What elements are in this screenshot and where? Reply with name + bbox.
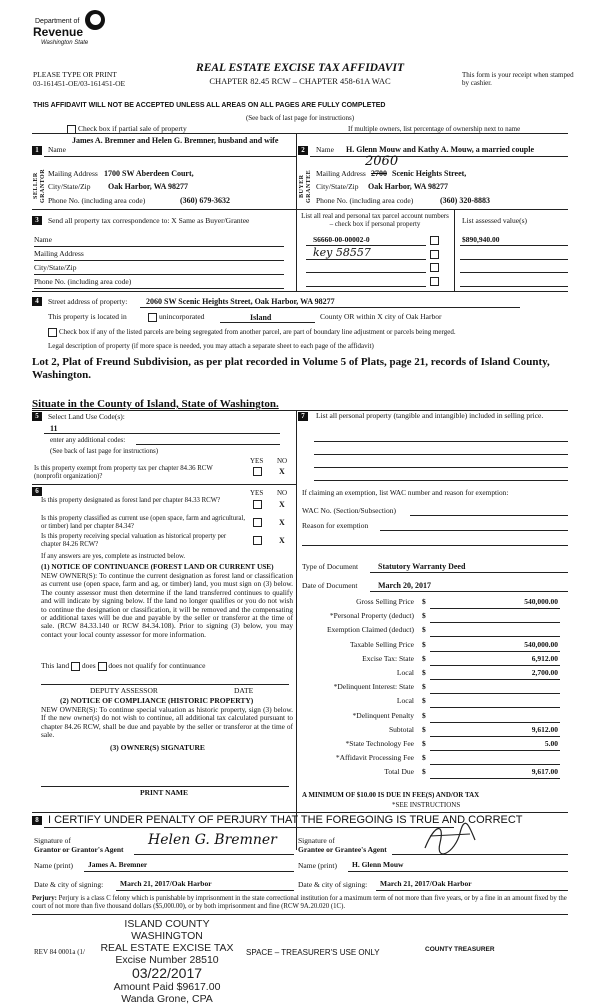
stamp-amount: Amount Paid $9617.00	[113, 981, 221, 993]
fee-label: *Affidavit Processing Fee	[335, 753, 414, 763]
perjury-label: Perjury:	[32, 895, 57, 902]
unincorporated-row	[148, 312, 204, 322]
buyer-tag: BUYER GRANTEE	[299, 169, 312, 203]
fee-label: Gross Selling Price	[356, 597, 414, 606]
s3-mailing-label: Mailing Address	[34, 249, 84, 258]
s3-city-label: City/State/Zip	[34, 263, 77, 272]
fee-value[interactable]: 9,612.00	[531, 724, 558, 734]
if-yes-note: If any answers are yes, complete as instructed below.	[41, 553, 186, 560]
reason-label: Reason for exemption	[302, 521, 369, 530]
buyer-city-value[interactable]: Oak Harbor, WA 98277	[368, 182, 449, 191]
grantee-sig-label: Signature of	[298, 836, 335, 845]
personal-property-label: List all personal property (tangible and intangible) included in selling price.	[316, 411, 544, 420]
fee-underline	[430, 707, 560, 708]
parcel-checkbox-3[interactable]	[430, 263, 439, 272]
buyer-mailing-struck: 2700	[371, 169, 387, 178]
seller-tag: SELLER GRANTOR	[33, 168, 46, 204]
treasurer-stamp	[92, 918, 242, 1005]
additional-codes-label: enter any additional codes:	[50, 436, 126, 444]
grantor-agent-label: Grantor or Grantor's Agent	[34, 845, 124, 854]
notice-2-title: (2) NOTICE OF COMPLIANCE (HISTORIC PROPERTY)	[60, 696, 254, 705]
fee-label: *Delinquent Penalty	[352, 710, 414, 720]
parcel-checkbox-1[interactable]	[430, 236, 439, 245]
assessed-value[interactable]: $890,940.00	[462, 235, 500, 244]
grantee-agent-label: Grantee or Grantee's Agent	[298, 845, 387, 854]
grantee-name-print-label: Name (print)	[298, 861, 337, 870]
fee-label: Subtotal	[388, 724, 414, 734]
fee-underline	[430, 622, 560, 623]
segregated-row	[48, 327, 456, 337]
warning-text: THIS AFFIDAVIT WILL NOT BE ACCEPTED UNLESS ALL AREAS ON ALL PAGES ARE FULLY COMPLETED	[33, 102, 386, 109]
s3-phone-label: Phone No. (including area code)	[34, 277, 132, 286]
section-2-number: 2	[298, 146, 308, 155]
see-instructions: *SEE INSTRUCTIONS	[392, 801, 461, 809]
s5-see-back: (See back of last page for instructions)	[50, 447, 159, 455]
county-value[interactable]: Island	[250, 313, 272, 322]
certify-statement: I CERTIFY UNDER PENALTY OF PERJURY THAT THE FOREGOING IS TRUE AND CORRECT	[48, 814, 523, 826]
seller-phone-value[interactable]: (360) 679-3632	[180, 196, 230, 205]
fee-currency: $	[422, 753, 426, 763]
fee-underline	[430, 736, 560, 737]
stamp-tax: REAL ESTATE EXCISE TAX	[100, 942, 234, 954]
current-use-yes-checkbox[interactable]	[253, 518, 262, 527]
fee-label: Exemption Claimed (deduct)	[326, 625, 414, 635]
fee-currency: $	[422, 625, 426, 635]
grantor-date-city-label: Date & city of signing:	[34, 880, 104, 889]
unincorporated-label: unincorporated	[159, 312, 205, 321]
fee-value[interactable]: 9,617.00	[531, 767, 558, 777]
fee-underline	[430, 651, 560, 652]
form-code: 03-161451-OE/03-161451-OE	[33, 79, 126, 88]
seller-city-label: City/State/Zip	[48, 182, 91, 191]
historic-yes-checkbox[interactable]	[253, 536, 262, 545]
buyer-phone-label: Phone No. (including area code)	[316, 196, 414, 205]
forest-yes-checkbox[interactable]	[253, 500, 262, 509]
seller-phone-label: Phone No. (including area code)	[48, 196, 146, 205]
partial-sale-label: Check box if partial sale of property	[78, 124, 187, 133]
fee-label: *Delinquent Interest: State	[333, 682, 414, 692]
please-type: PLEASE TYPE OR PRINT	[33, 70, 117, 79]
legal-desc-label: Legal description of property (if more space is needed, you may attach a separate sheet to each page of the affidavit)	[48, 342, 374, 350]
multiple-owners-note: If multiple owners, list percentage of ownership next to name	[348, 125, 521, 133]
street-label: Street address of property:	[48, 297, 128, 306]
fee-label: *State Technology Fee	[345, 739, 414, 748]
fee-underline	[430, 778, 560, 779]
section-1-number: 1	[32, 146, 42, 155]
fee-label: Local	[396, 668, 414, 677]
send-correspondence: Send all property tax correspondence to: X Same as Buyer/Grantee	[48, 216, 250, 225]
buyer-city-label: City/State/Zip	[316, 182, 359, 191]
buyer-mailing-value[interactable]: Scenic Heights Street,	[392, 169, 467, 178]
stamp-county: ISLAND COUNTY WASHINGTON	[124, 918, 210, 942]
section-8-number: 8	[32, 816, 42, 825]
continuance-row	[41, 662, 205, 671]
fee-underline	[430, 750, 560, 751]
treasurer-space-label: SPACE – TREASURER'S USE ONLY	[246, 948, 380, 957]
receipt-note: This form is your receipt when stamped by cashier.	[462, 71, 574, 88]
located-in-label: This property is located in	[48, 312, 127, 321]
notice-1-title: (1) NOTICE OF CONTINUANCE (FOREST LAND OR CURRENT USE)	[41, 562, 274, 571]
s6-no-header: NO	[277, 489, 288, 497]
stamp-excise-number: Excise Number 28510	[115, 954, 219, 966]
fee-currency: $	[422, 597, 426, 606]
fee-label: Taxable Selling Price	[349, 639, 414, 649]
doc-date-label: Date of Document	[302, 581, 358, 590]
s3-name-label: Name	[34, 235, 52, 244]
forest-answer[interactable]: X	[279, 500, 285, 509]
stamp-date: 03/22/2017	[131, 965, 203, 981]
legal-description[interactable]: Lot 2, Plat of Freund Subdivision, as per plat recorded in Volume 5 of Plats, page 21, records of Island County, Washington.	[32, 356, 550, 381]
perjury-text: Perjury is a class C felony which is punishable by imprisonment in the state correctional institution for a maximum term of not more than five years, or by a fine in an amount fixed by the court of not more than five thousand dollars ($5,000.00), or by both imprisonment and fine (RCW 9A.20.020 (1C).	[32, 895, 567, 910]
exemption-claim-label: If claiming an exemption, list WAC number and reason for exemption:	[302, 488, 509, 497]
deputy-assessor-label: DEPUTY ASSESSOR	[90, 686, 158, 695]
grantor-signature[interactable]: Helen G. Bremner	[148, 832, 277, 848]
fee-value[interactable]: 540,000.00	[524, 597, 558, 606]
fee-label: Excise Tax: State	[362, 653, 414, 663]
historic-answer[interactable]: X	[279, 536, 285, 545]
land-use-value[interactable]: 11	[50, 424, 58, 433]
seller-mailing-value[interactable]: 1700 SW Aberdeen Court,	[104, 169, 194, 178]
fee-value[interactable]: 2,700.00	[531, 668, 558, 677]
s5-yes-header: YES	[250, 457, 264, 465]
fee-currency: $	[422, 611, 426, 621]
notice-1-text: NEW OWNER(S): To continue the current designation as forest land or classification as current use (open space, farm and ag, or timber) land, you must sign on (3) below. The county assessor must then determine if the land transferred continues to qualify and will indicate by signing below. If the land no longer qualifies or you do not wish to continue the designation or classification, it will be removed and the compensating or additional taxes will be due and payable by the seller or transferor at the time of sale. (RCW 84.33.140 or RCW 84.34.108). Prior to signing (3) below, you may contact your local county assessor for more information.	[41, 571, 293, 639]
section-7-number: 7	[298, 412, 308, 421]
assessed-header: List assessed value(s)	[462, 216, 527, 225]
deputy-date-label: DATE	[234, 686, 254, 695]
fee-currency: $	[422, 639, 426, 649]
buyer-handwritten-number: 2060	[365, 154, 399, 169]
owner-signature-label: (3) OWNER(S) SIGNATURE	[110, 743, 205, 752]
doc-type-label: Type of Document	[302, 562, 359, 571]
land-use-label: Select Land Use Code(s):	[48, 412, 125, 421]
fee-currency: $	[422, 653, 426, 663]
this-land-label: This land	[41, 661, 70, 671]
does-label: does	[81, 661, 96, 671]
form-subtitle: CHAPTER 82.45 RCW – CHAPTER 458-61A WAC	[209, 76, 391, 86]
grantee-date-city-label: Date & city of signing:	[298, 880, 368, 889]
parcel-number[interactable]: S6660-00-00002-0	[313, 235, 370, 244]
section-3-number: 3	[32, 216, 42, 225]
wac-label: WAC No. (Section/Subsection)	[302, 506, 396, 515]
fee-value[interactable]: 6,912.00	[531, 653, 558, 663]
current-use-question: Is this property classified as current use (open space, farm and agricultural, or timber) land per chapter 84.34?	[41, 515, 246, 530]
parcel-checkbox-4[interactable]	[430, 277, 439, 286]
see-back-note: (See back of last page for instructions)	[245, 114, 355, 122]
fee-underline	[430, 693, 560, 694]
fee-currency: $	[422, 739, 426, 748]
buyer-name-value[interactable]: H. Glenn Mouw and Kathy A. Mouw, a married couple	[346, 145, 535, 154]
buyer-phone-value[interactable]: (360) 320-8883	[440, 196, 490, 205]
grantor-name-print[interactable]: James A. Bremner	[88, 860, 148, 869]
exempt-answer[interactable]: X	[279, 467, 285, 476]
stamp-treasurer: Wanda Grone, CPA	[121, 993, 213, 1005]
segregated-label: Check box if any of the listed parcels are being segregated from another parcel, are part of boundary line adjustment or parcels being merged.	[59, 328, 456, 336]
grantor-name-print-label: Name (print)	[34, 861, 73, 870]
fee-label: *Personal Property (deduct)	[329, 611, 414, 621]
fee-underline	[430, 636, 560, 637]
fee-label: Local	[396, 696, 414, 706]
grantee-signature-scribble[interactable]	[420, 818, 480, 858]
street-value[interactable]: 2060 SW Scenic Heights Street, Oak Harbor, WA 98277	[146, 297, 335, 306]
perjury-note	[32, 895, 572, 911]
fee-currency: $	[422, 767, 426, 777]
does-not-label: does not qualify for continuance	[108, 661, 206, 671]
form-title: REAL ESTATE EXCISE TAX AFFIDAVIT	[196, 62, 404, 74]
fee-currency: $	[422, 682, 426, 692]
fee-value[interactable]: 5.00	[544, 739, 558, 748]
rev-code: REV 84 0001a (1/	[34, 948, 86, 956]
unincorporated-checkbox[interactable]	[148, 313, 157, 322]
fee-underline	[430, 679, 560, 680]
county-treasurer-label: COUNTY TREASURER	[425, 946, 495, 953]
fee-underline	[430, 722, 560, 723]
notice-2-text: NEW OWNER(S): To continue special valuation as historic property, sign (3) below. If the new owner(s) do not wish to continue, all additional tax calculated pursuant to chapter 84.26 RCW, shall be due and payable by the seller or transferor at the time of sale.	[41, 705, 293, 740]
buyer-mailing-label: Mailing Address	[316, 169, 366, 178]
section-6-number: 6	[32, 487, 42, 496]
grantor-sig-label: Signature of	[34, 836, 71, 845]
section-5-number: 5	[32, 412, 42, 421]
fee-underline	[430, 608, 560, 609]
s5-no-header: NO	[277, 457, 288, 465]
does-checkbox[interactable]	[71, 662, 80, 671]
seller-mailing-label: Mailing Address	[48, 169, 98, 178]
grantor-date-city[interactable]: March 21, 2017/Oak Harbor	[120, 879, 212, 888]
exempt-yes-checkbox[interactable]	[253, 467, 262, 476]
minimum-note: A MINIMUM OF $10.00 IS DUE IN FEE(S) AND/OR TAX	[302, 791, 480, 799]
doc-type-value[interactable]: Statutory Warranty Deed	[378, 562, 466, 571]
doc-date-value[interactable]: March 20, 2017	[378, 581, 431, 590]
situate-text[interactable]: Situate in the County of Island, State of Washington.	[32, 398, 279, 410]
fee-currency: $	[422, 696, 426, 706]
forest-question: Is this property designated as forest land per chapter 84.33 RCW?	[41, 497, 221, 504]
s6-yes-header: YES	[250, 489, 264, 497]
fee-currency: $	[422, 724, 426, 734]
handwritten-key: key 58557	[313, 246, 371, 259]
grantee-name-print[interactable]: H. Glenn Mouw	[352, 860, 404, 869]
segregated-checkbox[interactable]	[48, 328, 57, 337]
parcel-checkbox-2[interactable]	[430, 250, 439, 259]
seller-city-value[interactable]: Oak Harbor, WA 98277	[108, 182, 189, 191]
fee-currency: $	[422, 710, 426, 720]
fee-currency: $	[422, 668, 426, 677]
buyer-name-label: Name	[316, 145, 334, 154]
section-4-number: 4	[32, 297, 42, 306]
fee-label: Total Due	[384, 767, 414, 777]
grantee-date-city[interactable]: March 21, 2017/Oak Harbor	[380, 879, 472, 888]
dept-line-3: Washington State	[41, 40, 89, 46]
exempt-question: Is this property exempt from property tax per chapter 84.36 RCW (nonprofit organization)?	[34, 465, 213, 480]
county-or-city: County OR within X city of Oak Harbor	[320, 312, 442, 321]
dor-logo	[33, 8, 113, 48]
does-not-checkbox[interactable]	[98, 662, 107, 671]
dept-line-2: Revenue	[33, 25, 84, 39]
parcel-header: List all real and personal tax parcel account numbers – check box if personal property	[301, 212, 449, 229]
fee-underline	[430, 764, 560, 765]
seller-name-label: Name	[48, 145, 66, 154]
dept-line-1: Department of	[35, 18, 80, 25]
fee-value[interactable]: 540,000.00	[524, 639, 558, 649]
seller-name-value[interactable]: James A. Bremner and Helen G. Bremner, husband and wife	[72, 136, 279, 145]
fee-underline	[430, 665, 560, 666]
print-name-label: PRINT NAME	[140, 788, 188, 797]
historic-question: Is this property receiving special valuation as historical property per chapter 84.26 RCW?	[41, 533, 227, 548]
current-use-answer[interactable]: X	[279, 518, 285, 527]
